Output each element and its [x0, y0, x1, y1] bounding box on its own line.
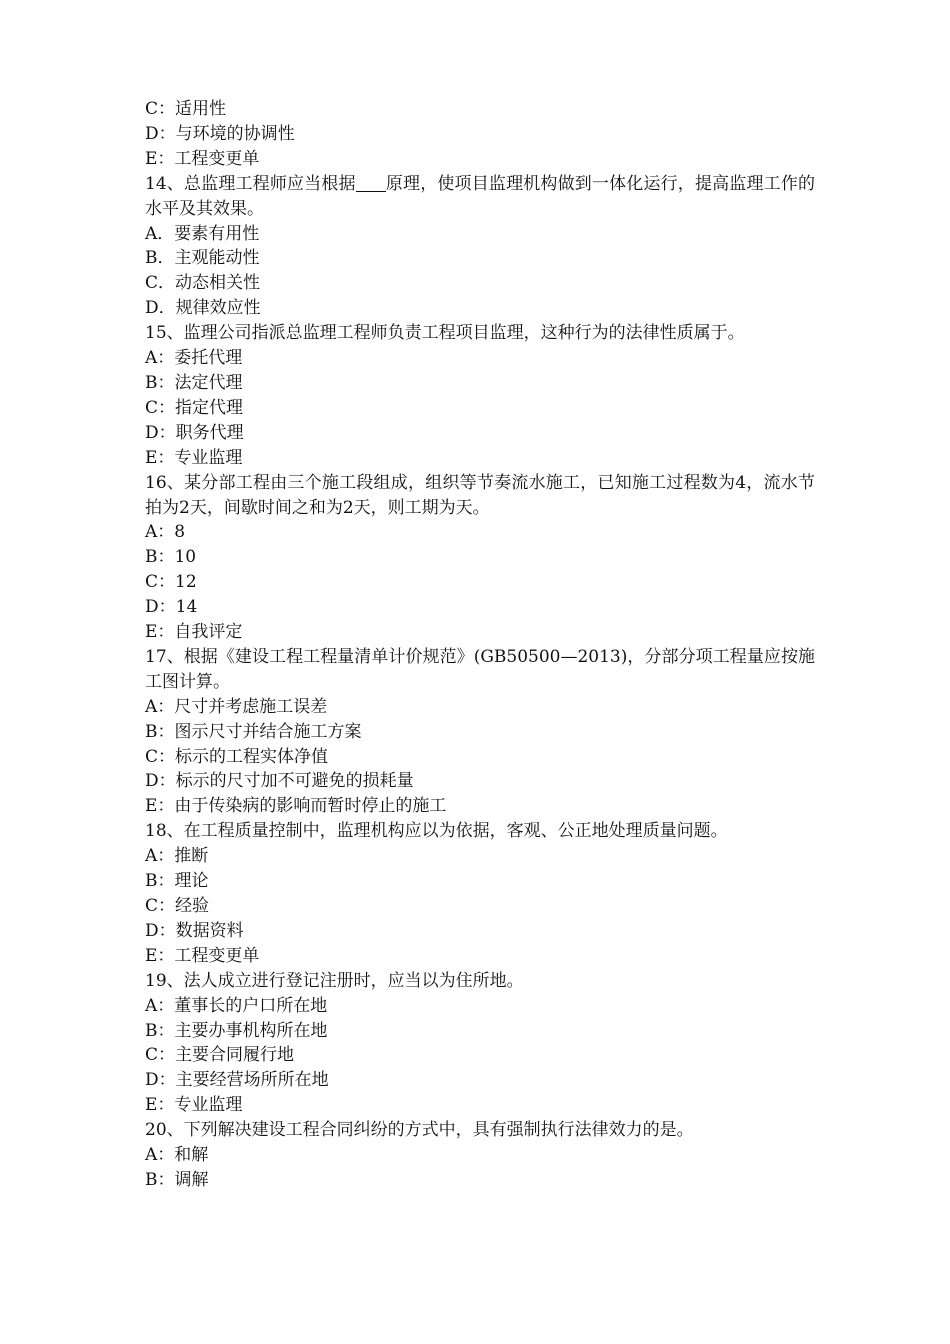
question-text-part: 14、总监理工程师应当根据 [145, 173, 356, 194]
answer-option: C：标示的工程实体净值 [145, 746, 329, 767]
answer-option: D：职务代理 [145, 422, 244, 443]
answer-option: A：委托代理 [145, 348, 243, 369]
answer-option: A：和解 [145, 1145, 209, 1166]
question-text-part: 17、根据《建设工程工程量清单计价规范》(GB50500—2013)，分部分项工程量应按施工图计算。 [145, 646, 815, 692]
answer-option: B：理论 [145, 871, 209, 892]
answer-option: A：8 [145, 522, 186, 543]
answer-option: C：主要合同履行地 [145, 1045, 295, 1066]
answer-option: E：专业监理 [145, 1095, 243, 1116]
answer-option: B：调解 [145, 1169, 209, 1190]
answer-option: A：推断 [145, 846, 209, 867]
question-text-part: 19、法人成立进行登记注册时，应当以为住所地。 [145, 970, 524, 991]
answer-option: D：与环境的协调性 [145, 123, 295, 144]
question-text-part: 15、监理公司指派总监理工程师负责工程项目监理，这种行为的法律性质属于。 [145, 323, 745, 344]
question-text [145, 819, 815, 844]
answer-option: C：12 [145, 572, 197, 593]
answer-option: D：标示的尺寸加不可避免的损耗量 [145, 771, 414, 792]
answer-option: A．要素有用性 [145, 223, 260, 244]
answer-option: B：图示尺寸并结合施工方案 [145, 721, 362, 742]
document-page [145, 97, 815, 1193]
question-text-part: 18、在工程质量控制中，监理机构应以为依据，客观、公正地处理质量问题。 [145, 821, 728, 842]
question-text-part: 16、某分部工程由三个施工段组成，组织等节奏流水施工，已知施工过程数为4，流水节拍为2天，间歇时间之和为2天，则工期为天。 [145, 472, 815, 518]
answer-option: C：适用性 [145, 99, 227, 119]
answer-option: A：尺寸并考虑施工误差 [145, 696, 328, 717]
question-text [145, 645, 815, 695]
answer-option: E：工程变更单 [145, 148, 260, 169]
answer-option: B：10 [145, 547, 197, 568]
answer-option: D．规律效应性 [145, 298, 261, 319]
answer-option: D：数据资料 [145, 920, 244, 941]
answer-option: E：由于传染病的影响而暂时停止的施工 [145, 796, 447, 817]
answer-option: D：主要经营场所所在地 [145, 1070, 329, 1091]
answer-option: B：主要办事机构所在地 [145, 1020, 328, 1041]
answer-option: B．主观能动性 [145, 248, 260, 269]
answer-option: C：指定代理 [145, 397, 244, 418]
answer-option: E：专业监理 [145, 447, 243, 468]
answer-option: E：工程变更单 [145, 945, 260, 966]
answer-option: D：14 [145, 597, 198, 618]
answer-option: C：经验 [145, 896, 210, 916]
question-text [145, 969, 815, 994]
question-text [145, 172, 815, 222]
answer-blank [356, 174, 386, 192]
answer-option: C．动态相关性 [145, 273, 261, 294]
question-text-part: 20、下列解决建设工程合同纠纷的方式中，具有强制执行法律效力的是。 [145, 1120, 694, 1141]
question-text [145, 471, 815, 521]
question-text-part: 原理，使项目监理机构做到一体化运行，提高监理工作的水平及其效果。 [145, 173, 815, 219]
question-text [145, 1118, 815, 1143]
answer-option: E：自我评定 [145, 622, 243, 643]
question-text [145, 321, 815, 346]
answer-option: A：董事长的户口所在地 [145, 995, 328, 1016]
answer-option: B：法定代理 [145, 372, 243, 393]
